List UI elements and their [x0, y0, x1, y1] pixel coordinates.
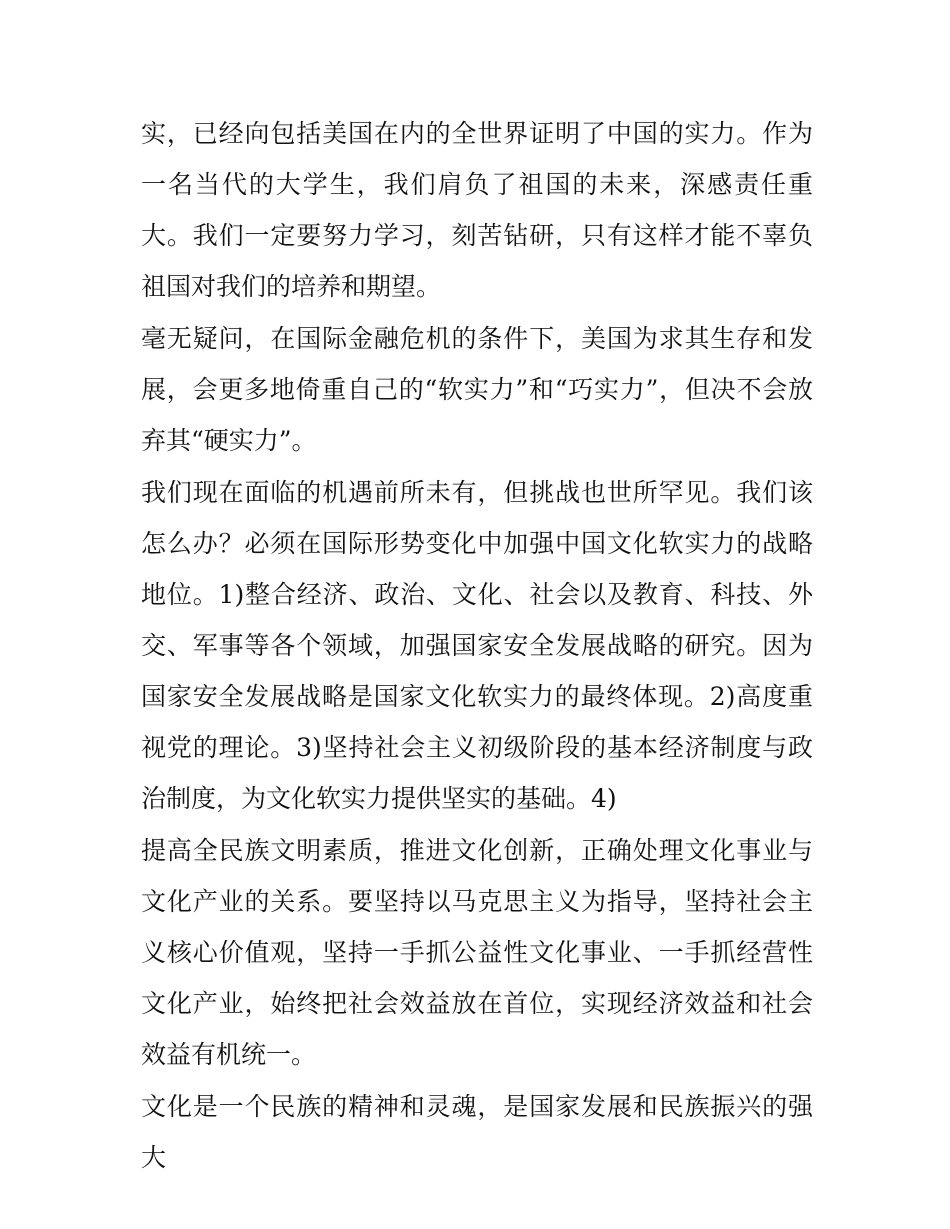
document-body: [141, 108, 813, 1183]
paragraph-3: 我们现在面临的机遇前所未有，但挑战也世所罕见。我们该怎么办？必须在国际形势变化中加强中国文化软实力的战略地位。1)整合经济、政治、文化、社会以及教育、科技、外交、军事等各个领域，加强国家安全发展战略的研究。因为国家安全发展战略是国家文化软实力的最终体现。2)高度重视党的理论。3)坚持社会主义初级阶段的基本经济制度与政治制度，为文化软实力提供坚实的基础。4): [141, 478, 813, 813]
paragraph-2: 毫无疑问，在国际金融危机的条件下，美国为求其生存和发展，会更多地倚重自己的“软实力”和“巧实力”，但决不会放弃其“硬实力”。: [141, 324, 813, 455]
paragraph-1: 实，已经向包括美国在内的全世界证明了中国的实力。作为一名当代的大学生，我们肩负了祖国的未来，深感责任重大。我们一定要努力学习，刻苦钻研，只有这样才能不辜负祖国对我们的培养和期望。: [141, 119, 813, 301]
paragraph-5: 文化是一个民族的精神和灵魂，是国家发展和民族振兴的强大: [141, 1092, 813, 1172]
paragraph-4: 提高全民族文明素质，推进文化创新，正确处理文化事业与文化产业的关系。要坚持以马克思主义为指导，坚持社会主义核心价值观，坚持一手抓公益性文化事业、一手抓经营性文化产业，始终把社会效益放在首位，实现经济效益和社会效益有机统一。: [141, 836, 813, 1069]
